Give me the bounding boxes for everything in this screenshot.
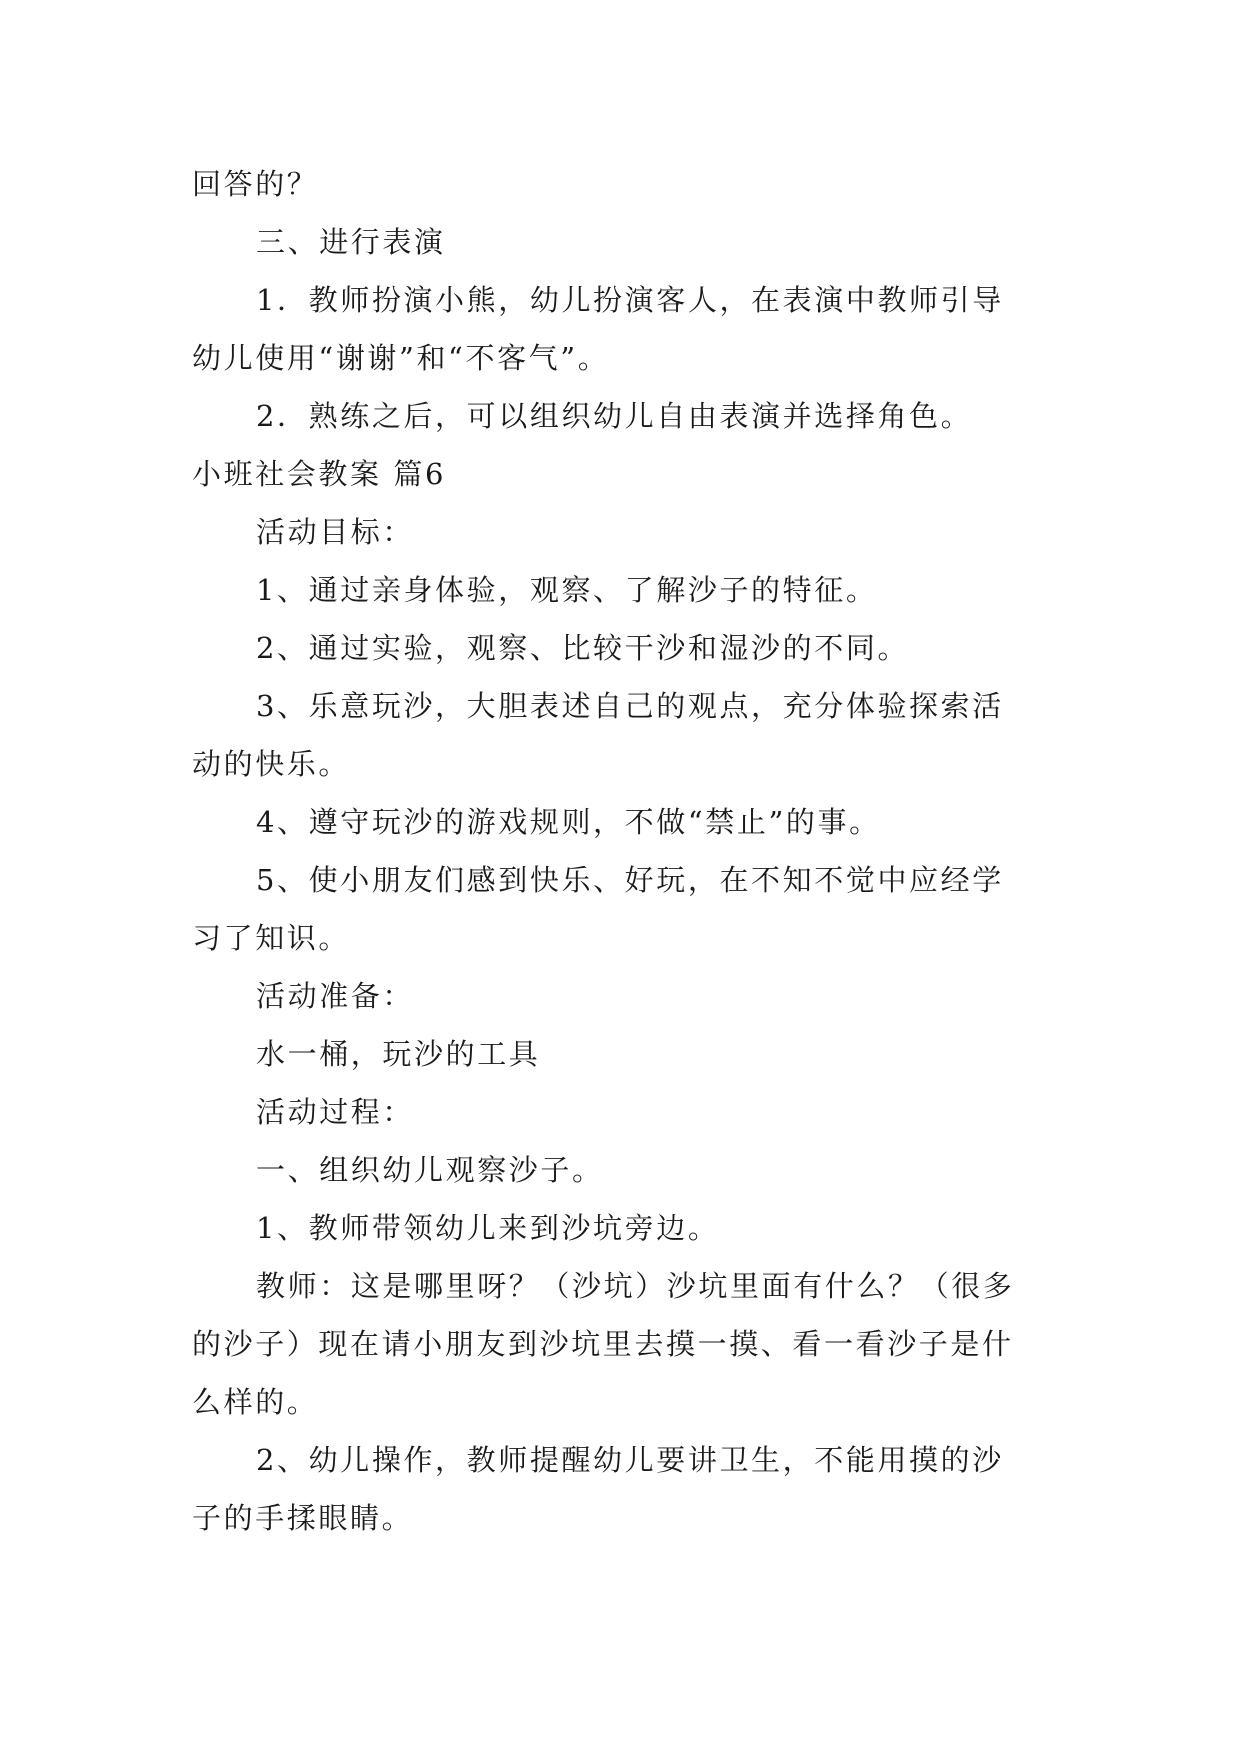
text-line: 一、组织幼儿观察沙子。 [256, 1153, 604, 1187]
section-heading: 活动过程： [256, 1095, 415, 1129]
text-line: 5、使小朋友们感到快乐、好玩，在不知不觉中应经学 [256, 863, 1004, 897]
text-line: 水一桶，玩沙的工具 [256, 1037, 541, 1071]
text-line: 习了知识。 [192, 921, 351, 955]
text-line: 2、幼儿操作，教师提醒幼儿要讲卫生，不能用摸的沙 [256, 1443, 1004, 1477]
text-line: 2、通过实验，观察、比较干沙和湿沙的不同。 [256, 631, 910, 665]
text-line: 3、乐意玩沙，大胆表述自己的观点，充分体验探索活 [256, 689, 1004, 723]
section-heading: 活动目标： [256, 515, 415, 549]
text-line: 1、教师带领幼儿来到沙坑旁边。 [256, 1211, 720, 1245]
text-line: 回答的？ [192, 167, 319, 201]
text-line: 幼儿使用“谢谢”和“不客气”。 [192, 341, 610, 375]
article-title: 小班社会教案 篇6 [192, 457, 447, 491]
section-heading: 活动准备： [256, 979, 415, 1013]
text-line: 教师：这是哪里呀？（沙坑）沙坑里面有什么？（很多 [256, 1269, 1015, 1303]
text-line: 1、通过亲身体验，观察、了解沙子的特征。 [256, 573, 878, 607]
section-heading: 三、进行表演 [256, 225, 446, 259]
text-line: 2．熟练之后，可以组织幼儿自由表演并选择角色。 [256, 399, 973, 433]
text-line: 4、遵守玩沙的游戏规则，不做“禁止”的事。 [256, 805, 881, 839]
text-line: 的沙子）现在请小朋友到沙坑里去摸一摸、看一看沙子是什 [192, 1327, 1014, 1361]
text-line: 么样的。 [192, 1385, 319, 1419]
text-line: 1．教师扮演小熊，幼儿扮演客人，在表演中教师引导 [256, 283, 1004, 317]
text-line: 子的手揉眼睛。 [192, 1501, 414, 1535]
text-line: 动的快乐。 [192, 747, 351, 781]
